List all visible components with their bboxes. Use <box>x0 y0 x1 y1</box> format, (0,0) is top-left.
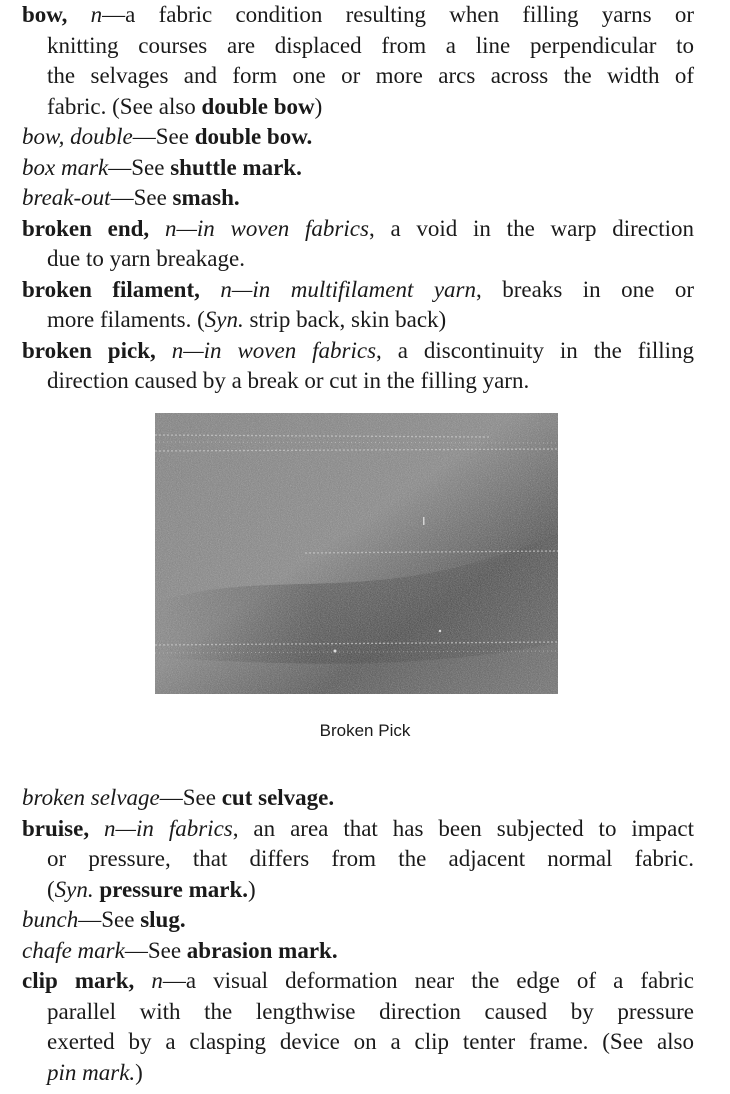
term: break-out <box>22 185 111 210</box>
glossary-entries-bottom <box>22 783 694 1088</box>
cross-reference: abrasion mark. <box>186 937 338 963</box>
context: in woven fabrics <box>196 215 369 241</box>
see-text: —See <box>78 907 141 932</box>
entry-broken-pick <box>22 336 694 367</box>
entry-bow <box>22 0 694 31</box>
part-of-speech: n <box>220 276 232 302</box>
glossary-entries-top <box>22 0 694 397</box>
dash: — <box>115 815 136 841</box>
dash: — <box>183 337 204 363</box>
part-of-speech: n <box>104 815 116 841</box>
cross-reference: slug. <box>140 907 186 932</box>
see-text: —See <box>124 937 187 963</box>
entry-bow-double <box>22 122 694 153</box>
term: broken pick, <box>22 337 156 363</box>
entry-bruise <box>22 814 694 845</box>
context: in fabrics <box>136 815 233 841</box>
term: broken selvage <box>22 785 160 810</box>
part-of-speech: n <box>164 215 177 241</box>
synonym-label: Syn. <box>54 876 94 902</box>
definition-line: knitting courses are displaced from a line perpendicular to <box>47 32 694 58</box>
definition-text: strip back, skin back) <box>243 307 447 332</box>
context: in woven fabrics <box>203 337 377 363</box>
see-text: —See <box>108 154 171 180</box>
definition-text: ) <box>135 1059 143 1085</box>
figure-caption: Broken Pick <box>319 721 411 740</box>
definition-line <box>22 305 694 336</box>
cross-reference: smash. <box>172 185 240 210</box>
entry-broken-end <box>22 214 694 245</box>
broken-pick-fabric-photo <box>155 413 558 694</box>
dash: — <box>176 215 197 241</box>
entry-box-mark <box>22 153 694 184</box>
definition-line: the selvages and form one or more arcs across the width of <box>47 63 694 88</box>
entry-break-out <box>22 183 694 214</box>
term: bow, double <box>22 124 133 149</box>
cross-reference: pin mark. <box>47 1059 136 1085</box>
definition-text: —a visual deformation near the edge of a fabric <box>162 968 695 993</box>
definition-line: parallel with the lengthwise direction caused by pressure <box>47 998 694 1024</box>
term: broken filament, <box>22 276 200 302</box>
definition-line: direction caused by a break or cut in the filling yarn. <box>47 368 530 393</box>
see-text: —See <box>110 185 173 210</box>
definition-line <box>22 875 694 906</box>
term: bow, <box>22 2 68 27</box>
cross-reference: shuttle mark. <box>170 154 302 180</box>
definition-line <box>22 92 694 123</box>
entry-broken-selvage <box>22 783 694 814</box>
term: broken end, <box>22 215 150 241</box>
definition-text: , a void in the warp direction <box>368 215 695 241</box>
context: in multifilament yarn <box>252 276 477 302</box>
definition-text: more filaments. ( <box>47 307 205 332</box>
entry-broken-filament <box>22 275 694 306</box>
see-text: —See <box>132 124 195 149</box>
definition-text: , a discontinuity in the filling <box>376 337 694 363</box>
definition-line: or pressure, that differs from the adjacent normal fabric. <box>47 846 694 871</box>
term: clip mark, <box>22 968 135 993</box>
part-of-speech: n <box>151 968 163 993</box>
definition-line: exerted by a clasping device on a clip tenter frame. (See also <box>47 1029 694 1054</box>
definition-line <box>22 1058 694 1089</box>
definition-text: , an area that has been subjected to impact <box>232 815 694 841</box>
term: bruise, <box>22 815 90 841</box>
cross-reference: pressure mark. <box>99 876 249 902</box>
cross-reference: double bow. <box>194 124 313 149</box>
entry-clip-mark <box>22 966 694 997</box>
part-of-speech: n <box>90 2 103 27</box>
definition-text: ( <box>47 876 55 902</box>
synonym-label: Syn. <box>204 307 244 332</box>
cross-reference: cut selvage. <box>221 785 335 810</box>
cross-reference: double bow <box>201 93 315 119</box>
entry-chafe-mark <box>22 936 694 967</box>
dash: — <box>231 276 253 302</box>
definition-text: fabric. (See also <box>47 93 202 119</box>
term: chafe mark <box>22 937 125 963</box>
see-text: —See <box>159 785 222 810</box>
definition-text: —a fabric condition resulting when filling yarns or <box>102 2 695 27</box>
term: box mark <box>22 154 109 180</box>
definition-text: ) <box>314 93 323 119</box>
part-of-speech: n <box>171 337 184 363</box>
definition-text: ) <box>248 876 256 902</box>
entry-bunch <box>22 905 694 936</box>
definition-text: , breaks in one or <box>476 276 694 302</box>
term: bunch <box>22 907 79 932</box>
definition-line: due to yarn breakage. <box>47 246 245 271</box>
